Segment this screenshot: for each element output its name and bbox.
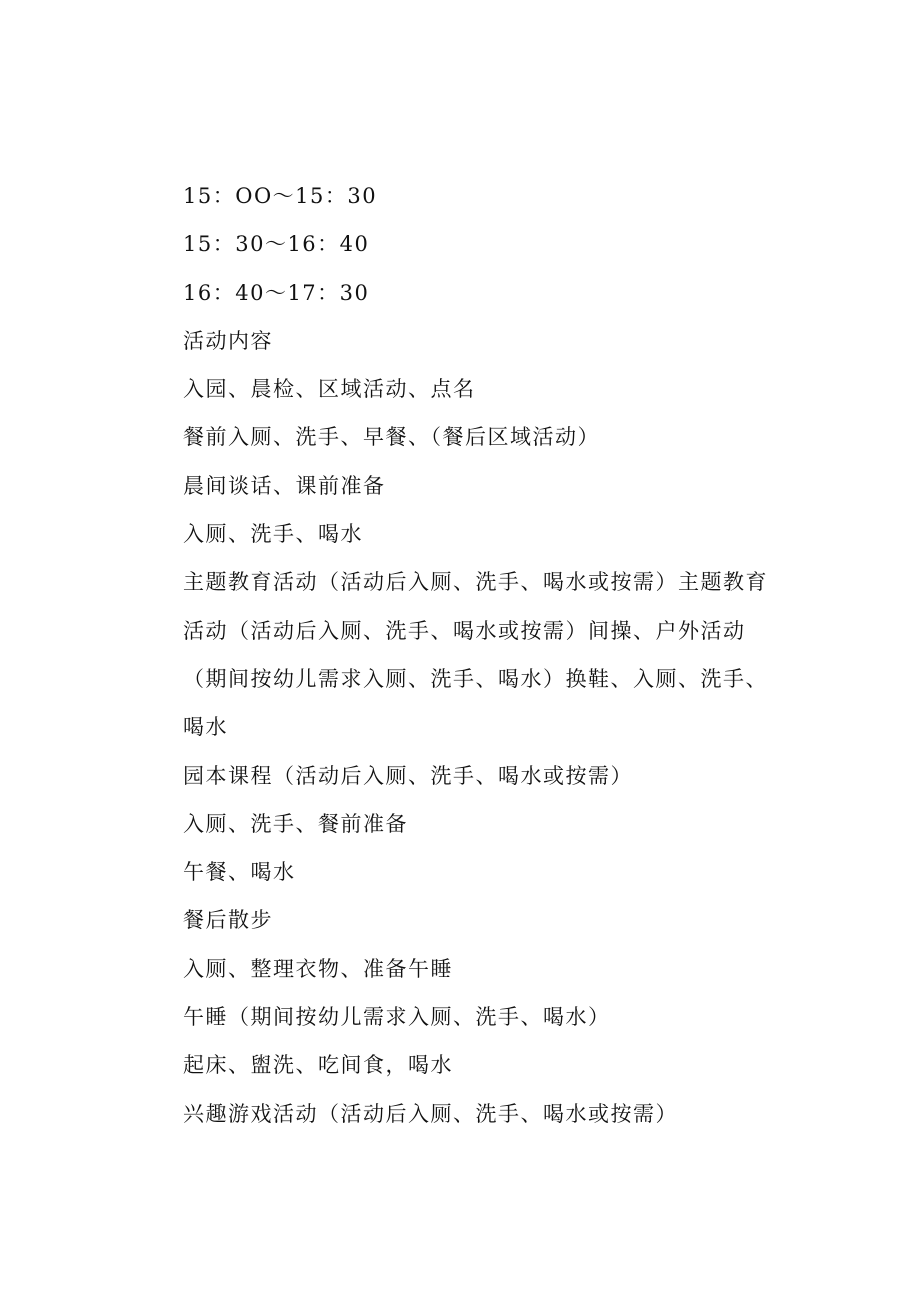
time-range-line: 15：30～16：40 (183, 232, 370, 257)
activity-line: 餐前入厕、洗手、早餐、（餐后区域活动） (183, 425, 600, 450)
activity-line: 喝水 (183, 715, 228, 740)
activity-line: 入厕、洗手、喝水 (183, 522, 363, 547)
activity-line: 兴趣游戏活动（活动后入厕、洗手、喝水或按需） (183, 1101, 678, 1126)
activity-line: 入厕、洗手、餐前准备 (183, 811, 408, 836)
activity-line: 主题教育活动（活动后入厕、洗手、喝水或按需）主题教育 (183, 570, 768, 595)
activity-line: 活动（活动后入厕、洗手、喝水或按需）间操、户外活动 (183, 618, 746, 643)
activity-line: 午睡（期间按幼儿需求入厕、洗手、喝水） (183, 1005, 611, 1030)
time-range-line: 15：OO～15：30 (183, 184, 378, 208)
activity-line: 起床、盥洗、吃间食，喝水 (183, 1053, 453, 1078)
activity-line: 餐后散步 (183, 908, 273, 933)
activity-line: 午餐、喝水 (183, 860, 296, 885)
activity-line: （期间按幼儿需求入厕、洗手、喝水）换鞋、入厕、洗手、 (183, 666, 768, 691)
section-heading: 活动内容 (183, 328, 273, 353)
time-range-line: 16：40～17：30 (183, 280, 370, 305)
document-body (183, 172, 803, 1138)
activity-line: 入园、晨检、区域活动、点名 (183, 377, 476, 402)
activity-line: 晨间谈话、课前准备 (183, 473, 386, 498)
activity-line: 园本课程（活动后入厕、洗手、喝水或按需） (183, 763, 633, 788)
activity-line: 入厕、整理衣物、准备午睡 (183, 956, 453, 981)
